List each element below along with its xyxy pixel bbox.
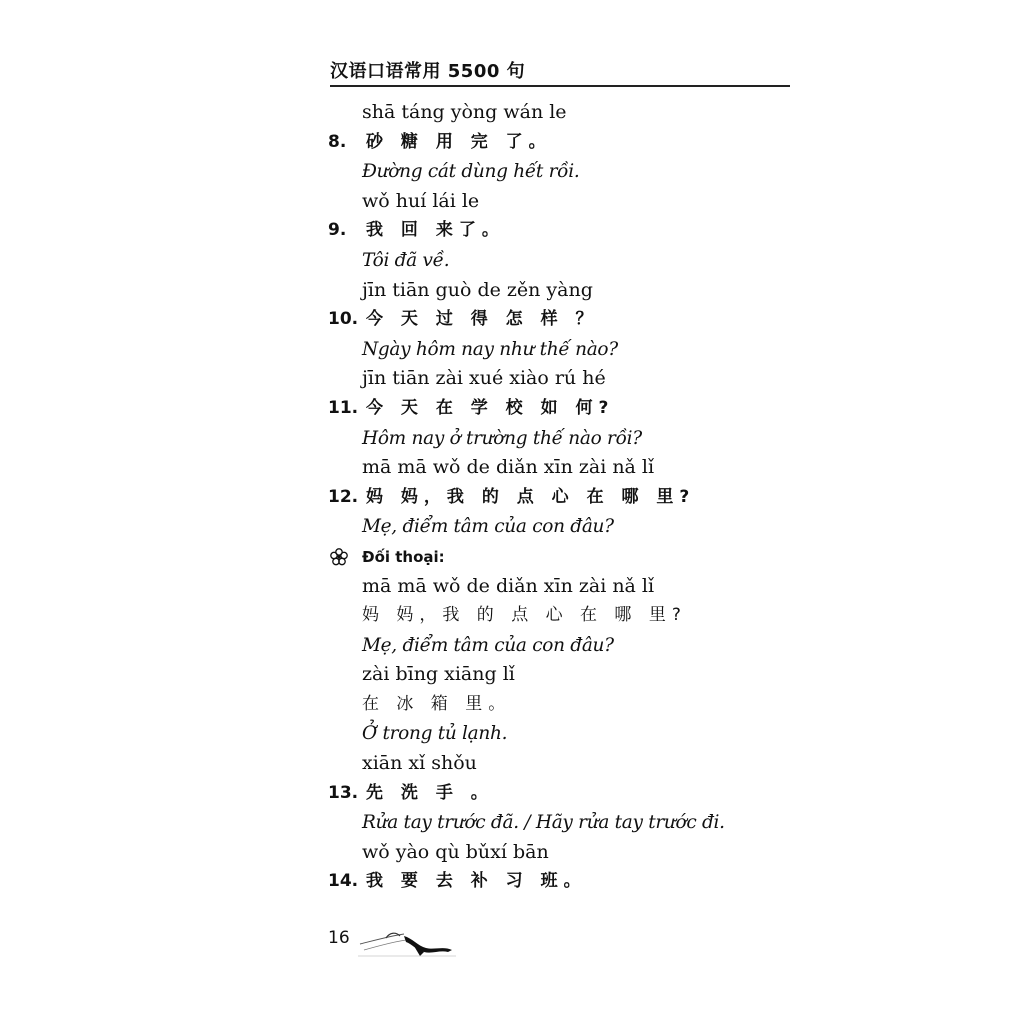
entry-number: 10. <box>328 309 359 330</box>
dialog-label: Đối thoại: <box>362 547 445 566</box>
translation-line: Rửa tay trước đã. / Hãy rửa tay trước đi. <box>362 812 725 834</box>
translation-line: Tôi đã về. <box>362 249 450 271</box>
translation-line: Đường cát dùng hết rồi. <box>362 161 580 183</box>
translation-line: Mẹ, điểm tâm của con đâu? <box>362 634 614 656</box>
translation-line: Ngày hôm nay như thế nào? <box>362 338 618 360</box>
pinyin-line: wǒ huí lái le <box>362 189 480 212</box>
translation-line: Mẹ, điểm tâm của con đâu? <box>362 516 614 538</box>
entry-hanzi: 妈 妈，我 的 点 心 在 哪 里? <box>366 486 696 507</box>
dialog-heading <box>328 542 788 572</box>
pinyin-line: mā mā wǒ de diǎn xīn zài nǎ lǐ <box>362 456 655 479</box>
pinyin-line: wǒ yào qù bǔxí bān <box>362 840 549 863</box>
flower-icon <box>330 548 348 566</box>
sentence-entry <box>328 216 788 246</box>
page-header <box>330 55 790 87</box>
entry-hanzi: 先 洗 手 。 <box>366 782 494 803</box>
book-title: 汉语口语常用 5500 句 <box>330 61 526 82</box>
sentence-entry <box>328 779 788 809</box>
sentence-entry <box>328 867 788 897</box>
entry-number: 8. <box>328 131 347 152</box>
page-number: 16 <box>328 928 350 948</box>
page-content <box>328 98 788 897</box>
bird-ornament-icon <box>356 926 460 960</box>
entry-number: 11. <box>328 397 359 418</box>
entry-hanzi: 我 回 来了。 <box>366 220 505 241</box>
pinyin-line: zài bīng xiāng lǐ <box>362 663 515 686</box>
translation-line: Ở trong tủ lạnh. <box>362 723 508 745</box>
entry-hanzi: 今 天 过 得 怎 样 ？ <box>366 309 599 330</box>
pinyin-line: jīn tiān guò de zěn yàng <box>362 278 593 301</box>
entry-number: 13. <box>328 782 359 803</box>
hanzi-line: 妈 妈，我 的 点 心 在 哪 里? <box>362 605 687 626</box>
entry-number: 9. <box>328 220 347 241</box>
sentence-entry <box>328 128 788 158</box>
pinyin-line: xiān xǐ shǒu <box>362 752 477 775</box>
entry-hanzi: 今 天 在 学 校 如 何? <box>366 397 615 418</box>
entry-hanzi: 砂 糖 用 完 了。 <box>366 131 552 152</box>
pinyin-line: jīn tiān zài xué xiào rú hé <box>362 367 606 390</box>
translation-line: Hôm nay ở trường thế nào rồi? <box>362 427 642 449</box>
entry-hanzi: 我 要 去 补 习 班。 <box>366 871 587 892</box>
entry-number: 12. <box>328 486 359 507</box>
sentence-entry <box>328 394 788 424</box>
hanzi-line: 在 冰 箱 里。 <box>362 693 512 714</box>
page-footer <box>328 924 468 964</box>
sentence-entry <box>328 305 788 335</box>
sentence-entry <box>328 483 788 513</box>
pinyin-line: mā mā wǒ de diǎn xīn zài nǎ lǐ <box>362 574 655 597</box>
entry-number: 14. <box>328 871 359 892</box>
pinyin-line: shā táng yòng wán le <box>362 101 567 123</box>
